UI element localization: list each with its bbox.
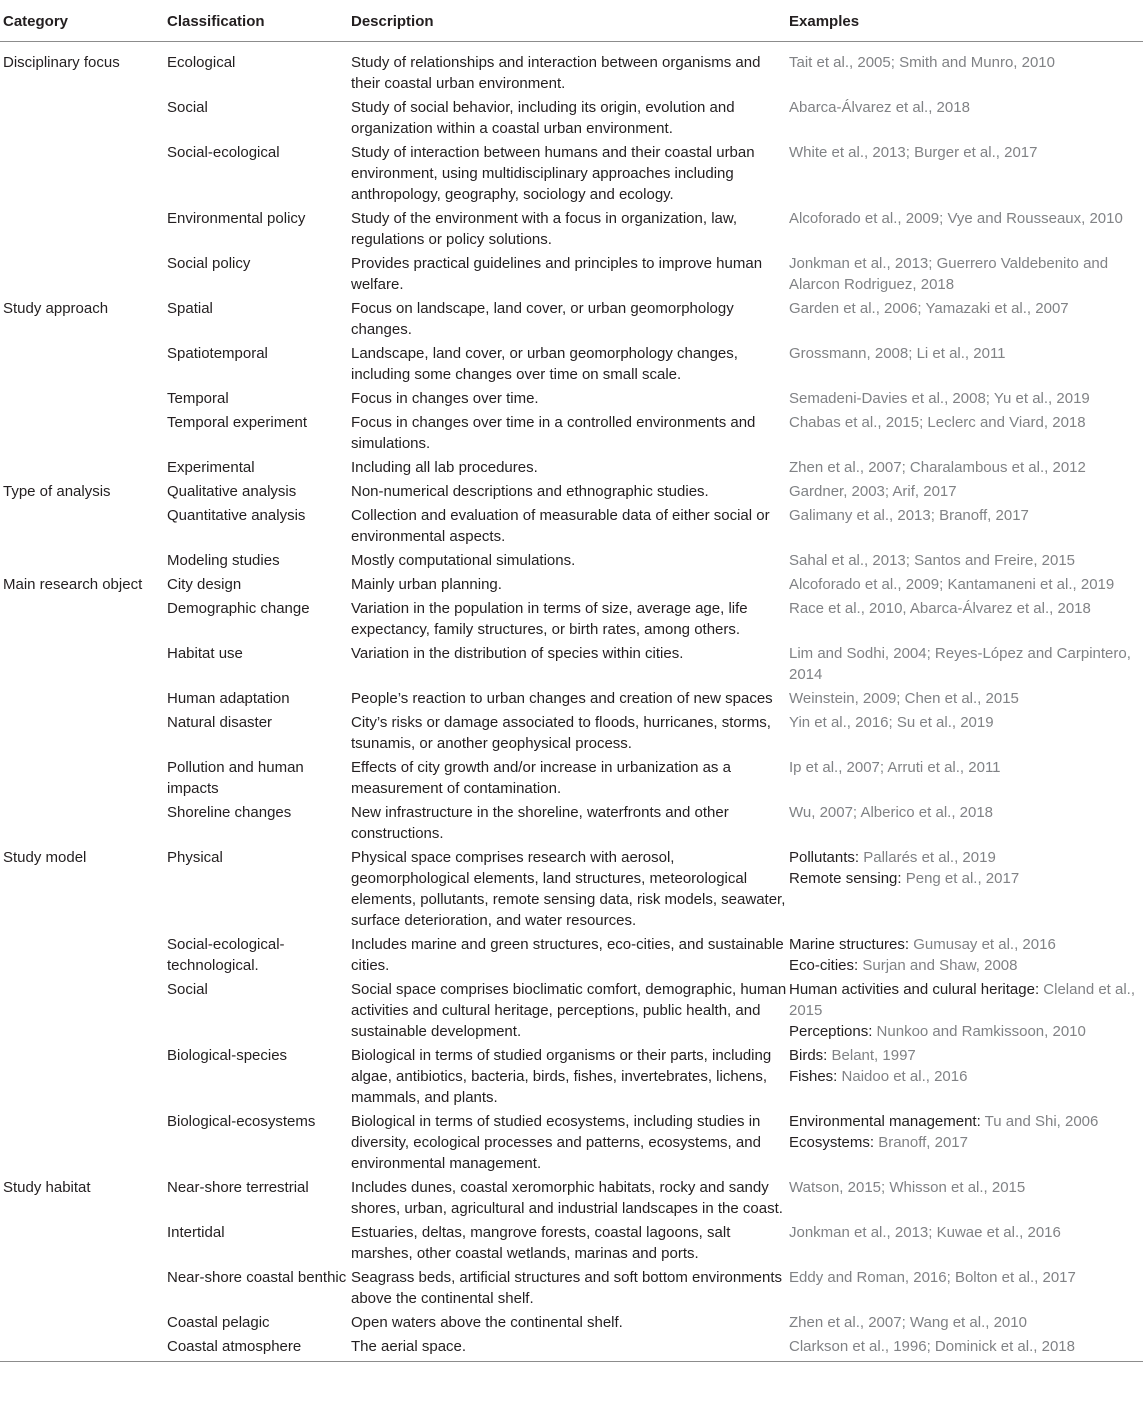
- description-cell: Focus in changes over time.: [351, 390, 539, 407]
- header-classification: Classification: [167, 0, 351, 42]
- classification-cell: Physical: [167, 849, 223, 866]
- example-reference: Ip et al., 2007; Arruti et al., 2011: [789, 759, 1001, 776]
- classification-cell: Experimental: [167, 459, 255, 476]
- classification-cell: Spatiotemporal: [167, 345, 268, 362]
- examples-cell: [789, 342, 1143, 387]
- description-cell: Includes marine and green structures, eco-cities, and sustainable cities.: [351, 936, 784, 974]
- category-cell: Study approach: [3, 300, 109, 317]
- category-cell: [0, 141, 167, 207]
- examples-cell: [789, 504, 1143, 549]
- examples-cell: [789, 573, 1143, 597]
- classification-cell: Ecological: [167, 54, 236, 71]
- examples-cell: [789, 597, 1143, 642]
- examples-cell: [789, 456, 1143, 480]
- example-entry: [789, 298, 1143, 319]
- example-entry: [789, 1021, 1143, 1042]
- classification-cell: Social policy: [167, 255, 251, 272]
- classification-cell: Near-shore terrestrial: [167, 1179, 309, 1196]
- classification-cell: Temporal experiment: [167, 414, 308, 431]
- example-label: Remote sensing:: [789, 870, 906, 887]
- example-reference: Zhen et al., 2007; Wang et al., 2010: [789, 1314, 1027, 1331]
- classification-cell: Near-shore coastal benthic: [167, 1269, 347, 1286]
- example-label: Eco-cities:: [789, 957, 863, 974]
- example-reference: Semadeni-Davies et al., 2008; Yu et al., 2019: [789, 390, 1090, 407]
- examples-cell: [789, 978, 1143, 1044]
- examples-cell: [789, 846, 1143, 933]
- table-row: [0, 687, 1143, 711]
- example-label: Human activities and culural heritage:: [789, 981, 1044, 998]
- classification-cell: Spatial: [167, 300, 213, 317]
- table-row: [0, 711, 1143, 756]
- example-entry: [789, 934, 1143, 955]
- description-cell: Non-numerical descriptions and ethnographic studies.: [351, 483, 709, 500]
- table-row: [0, 456, 1143, 480]
- classification-cell: Quantitative analysis: [167, 507, 306, 524]
- category-cell: [0, 207, 167, 252]
- category-cell: Study habitat: [3, 1179, 91, 1196]
- classification-cell: Qualitative analysis: [167, 483, 297, 500]
- table-row: [0, 1221, 1143, 1266]
- example-reference: Gumusay et al., 2016: [913, 936, 1056, 953]
- example-entry: [789, 955, 1143, 976]
- category-cell: [0, 1266, 167, 1311]
- example-reference: Weinstein, 2009; Chen et al., 2015: [789, 690, 1019, 707]
- example-entry: [789, 643, 1143, 685]
- category-cell: [0, 96, 167, 141]
- examples-cell: [789, 1044, 1143, 1110]
- category-cell: [0, 756, 167, 801]
- examples-cell: [789, 933, 1143, 978]
- example-entry: [789, 847, 1143, 868]
- example-reference: Zhen et al., 2007; Charalambous et al., 2012: [789, 459, 1086, 476]
- table-row: [0, 252, 1143, 297]
- table-row: [0, 1311, 1143, 1335]
- example-reference: Gardner, 2003; Arif, 2017: [789, 483, 957, 500]
- classification-cell: Intertidal: [167, 1224, 225, 1241]
- description-cell: Estuaries, deltas, mangrove forests, coastal lagoons, salt marshes, other coastal wetlands, marinas and ports.: [351, 1224, 731, 1262]
- example-entry: [789, 1336, 1143, 1357]
- table-row: [0, 207, 1143, 252]
- example-reference: Cleland et al., 2015: [789, 981, 1136, 1019]
- table-body: [0, 42, 1143, 1362]
- example-reference: Grossmann, 2008; Li et al., 2011: [789, 345, 1006, 362]
- category-cell: [0, 1311, 167, 1335]
- table-row: [0, 642, 1143, 687]
- classification-cell: Social-ecological: [167, 144, 280, 161]
- example-reference: Watson, 2015; Whisson et al., 2015: [789, 1179, 1026, 1196]
- example-label: Perceptions:: [789, 1023, 877, 1040]
- example-entry: [789, 868, 1143, 889]
- example-entry: [789, 574, 1143, 595]
- examples-cell: [789, 1311, 1143, 1335]
- example-entry: [789, 343, 1143, 364]
- example-entry: [789, 388, 1143, 409]
- examples-cell: [789, 1266, 1143, 1311]
- description-cell: Focus on landscape, land cover, or urban geomorphology changes.: [351, 300, 734, 338]
- description-cell: Effects of city growth and/or increase in urbanization as a measurement of contamination.: [351, 759, 731, 797]
- table-row: [0, 801, 1143, 846]
- description-cell: Social space comprises bioclimatic comfort, demographic, human activities and cultural heritage, perceptions, public health, and sustainable development.: [351, 981, 787, 1040]
- table-row: [0, 480, 1143, 504]
- example-entry: [789, 253, 1143, 295]
- example-reference: Wu, 2007; Alberico et al., 2018: [789, 804, 994, 821]
- classification-cell: Pollution and human impacts: [167, 759, 304, 797]
- examples-cell: [789, 297, 1143, 342]
- category-cell: Main research object: [3, 576, 143, 593]
- description-cell: Variation in the population in terms of size, average age, life expectancy, family structures, or birth rates, among others.: [351, 600, 748, 638]
- table-row: [0, 297, 1143, 342]
- examples-cell: [789, 411, 1143, 456]
- table-row: [0, 846, 1143, 933]
- description-cell: Mainly urban planning.: [351, 576, 502, 593]
- description-cell: Open waters above the continental shelf.: [351, 1314, 623, 1331]
- description-cell: Study of social behavior, including its origin, evolution and organization within a coastal urban environment.: [351, 99, 735, 137]
- examples-cell: [789, 252, 1143, 297]
- example-label: Ecosystems:: [789, 1134, 879, 1151]
- example-reference: Branoff, 2017: [878, 1134, 968, 1151]
- example-entry: [789, 598, 1143, 619]
- example-entry: [789, 457, 1143, 478]
- example-reference: Galimany et al., 2013; Branoff, 2017: [789, 507, 1029, 524]
- examples-cell: [789, 549, 1143, 573]
- example-entry: [789, 505, 1143, 526]
- category-cell: [0, 456, 167, 480]
- description-cell: City’s risks or damage associated to floods, hurricanes, storms, tsunamis, or another geophysical process.: [351, 714, 771, 752]
- table-row: [0, 411, 1143, 456]
- example-entry: [789, 1222, 1143, 1243]
- table-row: [0, 141, 1143, 207]
- table-row: [0, 1176, 1143, 1221]
- example-label: Birds:: [789, 1047, 832, 1064]
- examples-cell: [789, 801, 1143, 846]
- description-cell: Study of interaction between humans and their coastal urban environment, using multidisciplinary approaches including anthropology, geography, sociology and ecology.: [351, 144, 755, 203]
- example-entry: [789, 1066, 1143, 1087]
- example-reference: Race et al., 2010, Abarca-Álvarez et al., 2018: [789, 600, 1091, 617]
- example-label: Marine structures:: [789, 936, 914, 953]
- description-cell: Mostly computational simulations.: [351, 552, 576, 569]
- table-header-row: [0, 0, 1143, 42]
- description-cell: Seagrass beds, artificial structures and soft bottom environments above the continental shelf.: [351, 1269, 783, 1307]
- category-cell: [0, 801, 167, 846]
- description-cell: Landscape, land cover, or urban geomorphology changes, including some changes over time on small scale.: [351, 345, 738, 383]
- table-row: [0, 978, 1143, 1044]
- classification-cell: Coastal pelagic: [167, 1314, 270, 1331]
- examples-cell: [789, 687, 1143, 711]
- examples-cell: [789, 1110, 1143, 1176]
- example-entry: [789, 802, 1143, 823]
- category-cell: [0, 642, 167, 687]
- classification-cell: Habitat use: [167, 645, 243, 662]
- example-reference: Tait et al., 2005; Smith and Munro, 2010: [789, 54, 1055, 71]
- example-reference: Naidoo et al., 2016: [841, 1068, 968, 1085]
- example-reference: Yin et al., 2016; Su et al., 2019: [789, 714, 994, 731]
- category-cell: [0, 549, 167, 573]
- table-row: [0, 1335, 1143, 1362]
- example-reference: Abarca-Álvarez et al., 2018: [789, 99, 970, 116]
- classification-cell: Temporal: [167, 390, 229, 407]
- header-examples: Examples: [789, 0, 1143, 42]
- category-cell: [0, 1110, 167, 1176]
- description-cell: Variation in the distribution of species within cities.: [351, 645, 684, 662]
- classification-cell: Biological-ecosystems: [167, 1113, 316, 1130]
- classification-cell: Social: [167, 99, 208, 116]
- example-entry: [789, 688, 1143, 709]
- description-cell: Focus in changes over time in a controlled environments and simulations.: [351, 414, 756, 452]
- example-entry: [789, 1132, 1143, 1153]
- table-row: [0, 756, 1143, 801]
- description-cell: Biological in terms of studied ecosystems, including studies in diversity, ecological processes and patterns, ecosystems, and environmental management.: [351, 1113, 761, 1172]
- examples-cell: [789, 1221, 1143, 1266]
- example-reference: Alcoforado et al., 2009; Vye and Rousseaux, 2010: [789, 210, 1123, 227]
- example-entry: [789, 208, 1143, 229]
- description-cell: Study of relationships and interaction between organisms and their coastal urban environment.: [351, 54, 761, 92]
- description-cell: People’s reaction to urban changes and creation of new spaces: [351, 690, 773, 707]
- table-row: [0, 573, 1143, 597]
- classification-cell: Modeling studies: [167, 552, 280, 569]
- examples-cell: [789, 387, 1143, 411]
- header-category: Category: [0, 0, 167, 42]
- example-reference: Surjan and Shaw, 2008: [862, 957, 1018, 974]
- table-row: [0, 342, 1143, 387]
- category-cell: [0, 1044, 167, 1110]
- category-cell: [0, 1335, 167, 1362]
- example-reference: Garden et al., 2006; Yamazaki et al., 2007: [789, 300, 1069, 317]
- example-entry: [789, 97, 1143, 118]
- table-row: [0, 42, 1143, 97]
- example-reference: Peng et al., 2017: [905, 870, 1020, 887]
- example-reference: Sahal et al., 2013; Santos and Freire, 2015: [789, 552, 1076, 569]
- description-cell: Includes dunes, coastal xeromorphic habitats, rocky and sandy shores, urban, agricultural and industrial landscapes in the coast.: [351, 1179, 783, 1217]
- header-description: Description: [351, 0, 789, 42]
- example-entry: [789, 712, 1143, 733]
- examples-cell: [789, 756, 1143, 801]
- description-cell: Provides practical guidelines and principles to improve human welfare.: [351, 255, 763, 293]
- example-reference: Nunkoo and Ramkissoon, 2010: [876, 1023, 1086, 1040]
- category-cell: Disciplinary focus: [3, 54, 120, 71]
- classification-cell: City design: [167, 576, 242, 593]
- example-entry: [789, 52, 1143, 73]
- example-reference: Belant, 1997: [831, 1047, 916, 1064]
- example-reference: Eddy and Roman, 2016; Bolton et al., 2017: [789, 1269, 1076, 1286]
- description-cell: Collection and evaluation of measurable data of either social or environmental aspects.: [351, 507, 770, 545]
- classification-cell: Social-ecological-technological.: [167, 936, 285, 974]
- table-row: [0, 96, 1143, 141]
- category-cell: [0, 252, 167, 297]
- table-row: [0, 504, 1143, 549]
- category-cell: [0, 711, 167, 756]
- category-cell: [0, 687, 167, 711]
- description-cell: Physical space comprises research with aerosol, geomorphological elements, land structures, meteorological elements, pollutants, remote sensing data, risk models, seawater, surface deterioration, and water resources.: [351, 849, 786, 929]
- examples-cell: [789, 96, 1143, 141]
- category-cell: [0, 933, 167, 978]
- description-cell: New infrastructure in the shoreline, waterfronts and other constructions.: [351, 804, 729, 842]
- category-cell: Type of analysis: [3, 483, 111, 500]
- category-cell: [0, 411, 167, 456]
- classification-cell: Natural disaster: [167, 714, 273, 731]
- category-cell: Study model: [3, 849, 87, 866]
- category-cell: [0, 342, 167, 387]
- example-entry: [789, 1312, 1143, 1333]
- description-cell: Study of the environment with a focus in organization, law, regulations or policy solutions.: [351, 210, 738, 248]
- examples-cell: [789, 711, 1143, 756]
- table-row: [0, 1044, 1143, 1110]
- classification-cell: Social: [167, 981, 208, 998]
- example-entry: [789, 481, 1143, 502]
- classification-cell: Human adaptation: [167, 690, 290, 707]
- examples-cell: [789, 141, 1143, 207]
- category-cell: [0, 387, 167, 411]
- example-reference: Jonkman et al., 2013; Guerrero Valdebenito and Alarcon Rodriguez, 2018: [789, 255, 1109, 293]
- example-reference: Tu and Shi, 2006: [984, 1113, 1099, 1130]
- example-label: Fishes:: [789, 1068, 842, 1085]
- examples-cell: [789, 207, 1143, 252]
- classification-cell: Shoreline changes: [167, 804, 292, 821]
- example-entry: [789, 142, 1143, 163]
- example-entry: [789, 979, 1143, 1021]
- examples-cell: [789, 480, 1143, 504]
- table-row: [0, 597, 1143, 642]
- example-reference: Alcoforado et al., 2009; Kantamaneni et al., 2019: [789, 576, 1115, 593]
- classification-cell: Demographic change: [167, 600, 310, 617]
- example-reference: Lim and Sodhi, 2004; Reyes-López and Carpintero, 2014: [789, 645, 1131, 683]
- examples-cell: [789, 42, 1143, 97]
- example-entry: [789, 1111, 1143, 1132]
- example-entry: [789, 1045, 1143, 1066]
- classification-cell: Environmental policy: [167, 210, 306, 227]
- category-cell: [0, 978, 167, 1044]
- examples-cell: [789, 642, 1143, 687]
- example-label: Pollutants:: [789, 849, 864, 866]
- category-cell: [0, 504, 167, 549]
- example-entry: [789, 1177, 1143, 1198]
- examples-cell: [789, 1176, 1143, 1221]
- table-row: [0, 933, 1143, 978]
- example-reference: Clarkson et al., 1996; Dominick et al., 2018: [789, 1338, 1075, 1355]
- example-reference: White et al., 2013; Burger et al., 2017: [789, 144, 1038, 161]
- examples-cell: [789, 1335, 1143, 1362]
- example-entry: [789, 550, 1143, 571]
- table-row: [0, 1266, 1143, 1311]
- classification-cell: Biological-species: [167, 1047, 288, 1064]
- description-cell: The aerial space.: [351, 1335, 789, 1362]
- classification-cell: Coastal atmosphere: [167, 1335, 351, 1362]
- example-entry: [789, 412, 1143, 433]
- category-cell: [0, 1221, 167, 1266]
- example-reference: Chabas et al., 2015; Leclerc and Viard, 2018: [789, 414, 1086, 431]
- example-label: Environmental management:: [789, 1113, 985, 1130]
- description-cell: Including all lab procedures.: [351, 459, 538, 476]
- example-reference: Jonkman et al., 2013; Kuwae et al., 2016: [789, 1224, 1061, 1241]
- example-reference: Pallarés et al., 2019: [863, 849, 996, 866]
- description-cell: Biological in terms of studied organisms or their parts, including algae, antibiotics, bacteria, birds, fishes, invertebrates, lichens, mammals, and plants.: [351, 1047, 772, 1106]
- table-row: [0, 549, 1143, 573]
- table-row: [0, 1110, 1143, 1176]
- table-row: [0, 387, 1143, 411]
- category-cell: [0, 597, 167, 642]
- example-entry: [789, 757, 1143, 778]
- example-entry: [789, 1267, 1143, 1288]
